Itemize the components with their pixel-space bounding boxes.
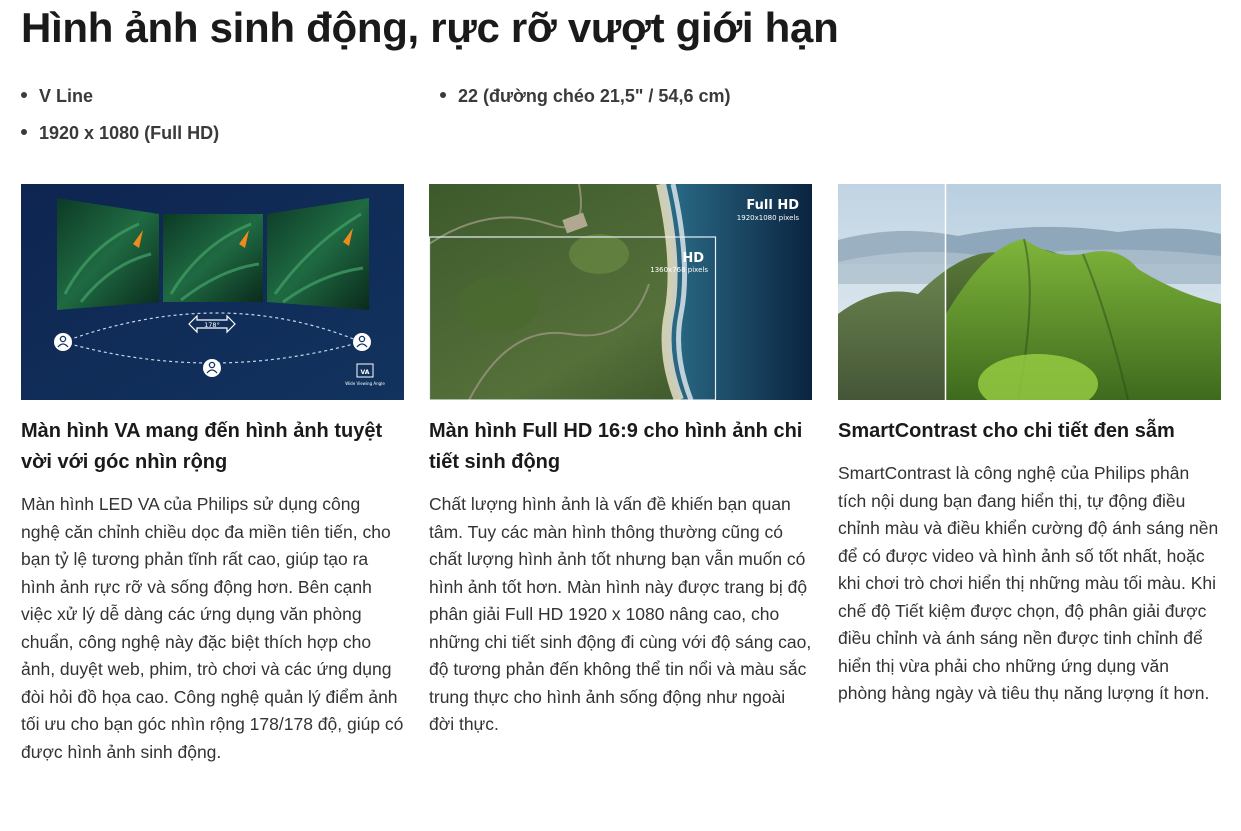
hd-label: HD	[682, 251, 704, 266]
hd-res-label: 1360x768 pixels	[650, 266, 708, 274]
feature-card-va	[21, 184, 404, 766]
card-body: Màn hình LED VA của Philips sử dụng công nghệ căn chỉnh chiều dọc đa miền tiên tiến, cho bạn tỷ lệ tương phản tĩnh rất cao, giúp tạo ra hình ảnh rực rỡ và sống động hơn. Bên cạnh việc xử lý dễ dàng các ứng dụng văn phòng chuẩn, công nghệ này đặc biệt thích hợp cho ảnh, duyệt web, phim, trò chơi và các ứng dụng đòi hỏi đồ họa cao. Công nghệ quản lý điểm ảnh tối ưu cho bạn góc nhìn rộng 178/178 độ, giúp có được hình ảnh sinh động.	[21, 494, 404, 762]
va-wide-angle-image	[21, 184, 404, 400]
card-heading: Màn hình VA mang đến hình ảnh tuyệt vời với góc nhìn rộng	[21, 420, 383, 473]
feature-card-fullhd	[429, 184, 812, 739]
fullhd-res-label: 1920x1080 pixels	[736, 214, 799, 222]
bullet-icon	[21, 92, 27, 98]
card-heading: SmartContrast cho chi tiết đen sẫm	[838, 420, 1175, 442]
feature-card-smartcontrast	[838, 184, 1221, 708]
card-body: Chất lượng hình ảnh là vấn đề khiến bạn quan tâm. Tuy các màn hình thông thường cũng có chất lượng hình ảnh tốt nhưng bạn vẫn muốn có hình ảnh tốt hơn. Màn hình này được trang bị độ phân giải Full HD 1920 x 1080 nâng cao, cho những chi tiết sinh động đi cùng với độ sáng cao, độ tương phản đến không thể tin nổi và màu sắc trung thực cho hình ảnh sống động như ngoài đời thực.	[429, 494, 812, 734]
spec-label: V Line	[39, 86, 94, 106]
bullet-icon	[21, 129, 27, 135]
bullet-icon	[440, 92, 446, 98]
spec-item-resolution	[21, 123, 219, 144]
va-badge: VA	[360, 369, 370, 376]
spec-item-line	[21, 86, 93, 107]
spec-label: 1920 x 1080 (Full HD)	[39, 123, 220, 143]
card-body: SmartContrast là công nghệ của Philips phân tích nội dung bạn đang hiển thị, tự động điều chỉnh màu và điều khiển cường độ ánh sáng nền để có được video và hình ảnh số tốt nhất, hoặc khi chơi trò chơi hiển thị những màu tối màu. Khi chế độ Tiết kiệm được chọn, độ phân giải được điều chỉnh và ánh sáng nền được tinh chỉnh để hiển thị vừa phải cho những ứng dụng văn phòng hàng ngày và tiêu thụ năng lượng ít hơn.	[838, 463, 1219, 703]
smartcontrast-mountain-image	[838, 184, 1221, 400]
spec-item-size	[440, 86, 730, 107]
fullhd-aerial-image	[429, 184, 812, 400]
spec-label: 22 (đường chéo 21,5" / 54,6 cm)	[458, 86, 731, 106]
viewer-icon	[353, 333, 371, 351]
fullhd-label: Full HD	[746, 198, 799, 213]
viewer-icon	[54, 333, 72, 351]
viewer-icon	[203, 359, 221, 377]
card-heading: Màn hình Full HD 16:9 cho hình ảnh chi tiết sinh động	[429, 420, 803, 473]
va-badge-caption: Wide Viewing Angle	[345, 381, 385, 386]
angle-label: 178°	[204, 321, 220, 329]
page-title: Hình ảnh sinh động, rực rỡ vượt giới hạn	[21, 4, 839, 51]
